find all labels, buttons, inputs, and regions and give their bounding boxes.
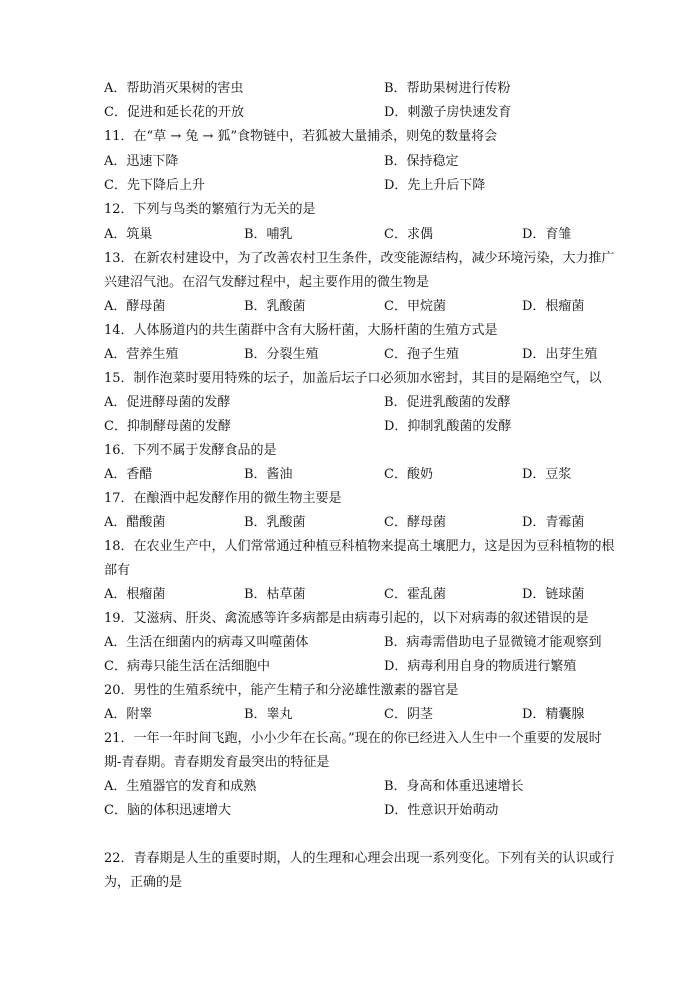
q15-option-d: D．抑制乳酸菌的发酵: [384, 419, 512, 434]
q21-stem-line1: 21．一年一年时间飞跑，小小少年在长高。”现在的你已经进入人生中一个重要的发展时: [104, 731, 602, 746]
q18-stem-line1: 18．在农业生产中，人们常常通过种植豆科植物来提高土壤肥力，这是因为豆科植物的根: [104, 539, 615, 554]
q21-option-b: B．身高和体重迅速增长: [384, 779, 524, 794]
q19-option-c: C．病毒只能生活在活细胞中: [104, 659, 270, 674]
q10-option-a: A．帮助消灭果树的害虫: [104, 81, 244, 96]
q13-option-b: B．乳酸菌: [244, 299, 306, 314]
q12-option-b: B．哺乳: [244, 227, 293, 242]
q13-stem-line1: 13．在新农村建设中，为了改善农村卫生条件，改变能源结构，减少环境污染，大力推广: [104, 251, 615, 266]
q18-option-c: C．霍乱菌: [384, 587, 446, 602]
q16-option-a: A．香醋: [104, 467, 153, 482]
q16-option-b: B．酱油: [244, 467, 293, 482]
q20-option-a: A．附睾: [104, 707, 153, 722]
q18-option-a: A．根瘤菌: [104, 587, 166, 602]
q21-option-c: C．脑的体积迅速增大: [104, 803, 231, 818]
q10-option-c: C．促进和延长花的开放: [104, 105, 244, 120]
q16-option-d: D．豆浆: [522, 467, 572, 482]
q21-option-d: D．性意识开始萌动: [384, 803, 499, 818]
q16-option-c: C．酸奶: [384, 467, 433, 482]
q14-option-a: A．营养生殖: [104, 347, 179, 362]
q14-option-c: C．孢子生殖: [384, 347, 459, 362]
q12-stem: 12．下列与鸟类的繁殖行为无关的是: [104, 202, 316, 217]
q14-stem: 14．人体肠道内的共生菌群中含有大肠杆菌，大肠杆菌的生殖方式是: [104, 323, 498, 338]
q21-option-a: A．生殖器官的发育和成熟: [104, 779, 257, 794]
q11-option-b: B．保持稳定: [384, 154, 459, 169]
q20-option-b: B．睾丸: [244, 707, 293, 722]
q20-stem: 20．男性的生殖系统中，能产生精子和分泌雄性激素的器官是: [104, 683, 459, 698]
q13-option-a: A．酵母菌: [104, 299, 166, 314]
q20-option-c: C．阴茎: [384, 707, 433, 722]
q11-option-a: A．迅速下降: [104, 154, 179, 169]
q17-option-d: D．青霉菌: [522, 515, 585, 530]
q13-option-c: C．甲烷菌: [384, 299, 446, 314]
q18-option-b: B．枯草菌: [244, 587, 306, 602]
q15-stem: 15．制作泡菜时要用特殊的坛子，加盖后坛子口必须加水密封，其目的是隔绝空气，以: [104, 371, 602, 386]
q22-stem-line1: 22．青春期是人生的重要时期，人的生理和心理会出现一系列变化。下列有关的认识或行: [104, 851, 615, 866]
q17-option-c: C．酵母菌: [384, 515, 446, 530]
q18-option-d: D．链球菌: [522, 587, 585, 602]
q22-stem-line2: 为，正确的是: [104, 875, 183, 890]
q15-option-a: A．促进酵母菌的发酵: [104, 395, 231, 410]
q19-option-a: A．生活在细菌内的病毒又叫噬菌体: [104, 635, 309, 650]
q19-option-b: B．病毒需借助电子显微镜才能观察到: [384, 635, 602, 650]
q15-option-b: B．促进乳酸菌的发酵: [384, 395, 511, 410]
q12-option-c: C．求偶: [384, 227, 433, 242]
q11-option-c: C．先下降后上升: [104, 178, 205, 193]
q13-stem-line2: 兴建沼气池。在沼气发酵过程中，起主要作用的微生物是: [104, 275, 430, 290]
q14-option-b: B．分裂生殖: [244, 347, 319, 362]
q10-option-d: D．刺激子房快速发育: [384, 105, 512, 120]
q19-stem: 19．艾滋病、肝炎、禽流感等许多病都是由病毒引起的，以下对病毒的叙述错误的是: [104, 611, 589, 626]
q20-option-d: D．精囊腺: [522, 707, 585, 722]
q12-option-a: A．筑巢: [104, 227, 153, 242]
q11-option-d: D．先上升后下降: [384, 178, 486, 193]
q10-option-b: B．帮助果树进行传粉: [384, 81, 511, 96]
q17-option-a: A．醋酸菌: [104, 515, 166, 530]
q14-option-d: D．出芽生殖: [522, 347, 598, 362]
q13-option-d: D．根瘤菌: [522, 299, 585, 314]
q17-stem: 17．在酿酒中起发酵作用的微生物主要是: [104, 491, 342, 506]
q18-stem-line2: 部有: [104, 563, 131, 578]
q16-stem: 16．下列不属于发酵食品的是: [104, 443, 277, 458]
q21-stem-line2: 期-青春期。青春期发育最突出的特征是: [104, 755, 330, 770]
q11-stem: 11．在“草 → 兔 → 狐”食物链中，若狐被大量捕杀，则兔的数量将会: [104, 129, 498, 144]
q12-option-d: D．育雏: [522, 227, 572, 242]
q17-option-b: B．乳酸菌: [244, 515, 306, 530]
q15-option-c: C．抑制酵母菌的发酵: [104, 419, 231, 434]
q19-option-d: D．病毒利用自身的物质进行繁殖: [384, 659, 577, 674]
